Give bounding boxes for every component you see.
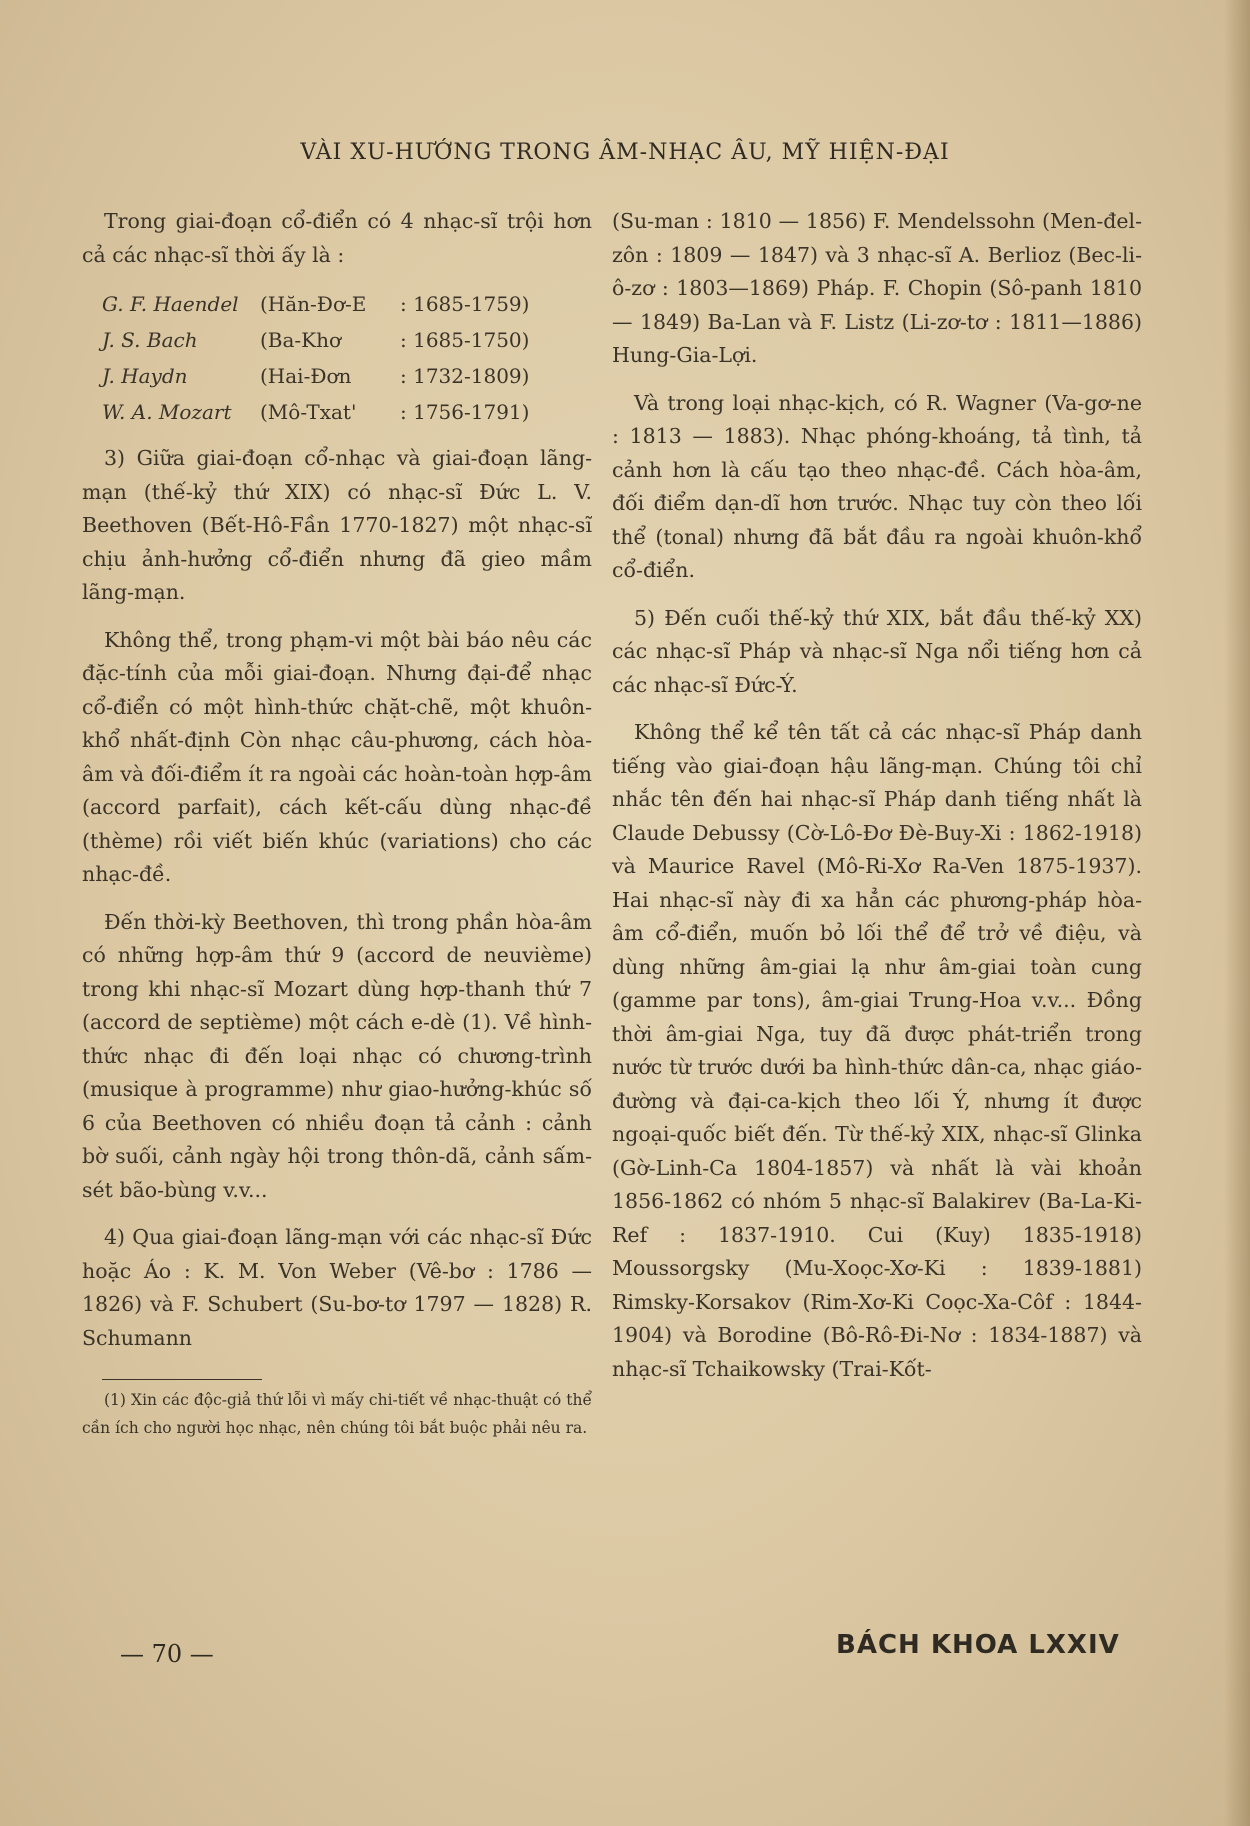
continuation-paragraph: (Su-man : 1810 — 1856) F. Mendelssohn (Men-đel-zôn : 1809 — 1847) và 3 nhạc-sĩ A. Berlioz (Bec-li-ô-zơ : 1803—1869) Pháp. F. Chopin (Sô-panh 1810 — 1849) Ba-Lan và F. Listz (Li-zơ-tơ : 1811—1886) Hung-Gia-Lợi. [612,209,1142,367]
footnote: (1) Xin các độc-giả thứ lỗi vì mấy chi-tiết về nhạc-thuật có thể cần ích cho người học nhạc, nên chúng tôi bắt buộc phải nêu ra. [82,1391,592,1437]
composer-name: J. Haydn [102,364,188,388]
characteristics-paragraph: Không thể, trong phạm-vi một bài báo nêu các đặc-tính của mỗi giai-đoạn. Nhưng đại-để nhạc cổ-điển có một hình-thức chặt-chẽ, một khuôn-khổ nhất-định Còn nhạc câu-phương, cách hòa-âm và đối-điểm ít ra ngoài các hoàn-toàn hợp-âm (accord parfait), cách kết-cấu dùng nhạc-đề (thème) rồi viết biến khúc (variations) cho các nhạc-đề. [82,627,592,886]
left-column [82,205,592,1456]
beethoven-era-paragraph: Đến thời-kỳ Beethoven, thì trong phần hòa-âm có những hợp-âm thứ 9 (accord de neuvième) trong khi nhạc-sĩ Mozart dùng hợp-thanh thứ 7 (accord de septième) một cách e-dè (1). Về hình-thức nhạc đi đến loại nhạc có chương-trình (musique à programme) như giao-hưởng-khúc số 6 của Beethoven có nhiều đoạn tả cảnh : cảnh bờ suối, cảnh ngày hội trong thôn-dã, cảnh sấm-sét bão-bùng v.v... [82,909,592,1202]
composer-row [102,358,592,394]
footnote-divider [102,1379,262,1380]
composer-years: : 1732-1809) [400,364,530,388]
composer-viet-name: (Hăn-Đơ-E [260,292,367,316]
section-5-paragraph: 5) Đến cuối thế-kỷ thứ XIX, bắt đầu thế-kỷ XX) các nhạc-sĩ Pháp và nhạc-sĩ Nga nổi tiếng hơn cả các nhạc-sĩ Đức-Ý. [612,605,1142,697]
composer-name: G. F. Haendel [102,292,239,316]
composer-years: : 1685-1759) [400,292,530,316]
section-4-paragraph: 4) Qua giai-đoạn lãng-mạn với các nhạc-sĩ Đức hoặc Áo : K. M. Von Weber (Vê-bơ : 1786 — 1826) và F. Schubert (Su-bơ-tơ 1797 — 1828) R. Schumann [82,1225,592,1350]
right-column [612,205,1142,1400]
composer-row [102,394,592,430]
running-header: VÀI XU-HƯỚNG TRONG ÂM-NHẠC ÂU, MỸ HIỆN-ĐẠI [300,140,950,165]
composer-viet-name: (Ba-Khơ [260,328,342,352]
section-3-paragraph: 3) Giữa giai-đoạn cổ-nhạc và giai-đoạn lãng-mạn (thế-kỷ thứ XIX) có nhạc-sĩ Đức L. V. Beethoven (Bết-Hô-Fần 1770-1827) một nhạc-sĩ chịu ảnh-hưởng cổ-điển nhưng đã gieo mầm lãng-mạn. [82,446,592,604]
page-edge-shadow [1224,0,1250,1826]
composer-viet-name: (Hai-Đơn [260,364,352,388]
composer-row [102,322,592,358]
page-number: — 70 — [120,1640,214,1668]
french-russian-paragraph: Không thể kể tên tất cả các nhạc-sĩ Pháp danh tiếng vào giai-đoạn hậu lãng-mạn. Chúng tôi chỉ nhắc tên đến hai nhạc-sĩ Pháp danh tiếng nhất là Claude Debussy (Cờ-Lô-Đơ Đè-Buy-Xi : 1862-1918) và Maurice Ravel (Mô-Ri-Xơ Ra-Ven 1875-1937). Hai nhạc-sĩ này đi xa hẳn các phương-pháp hòa-âm cổ-điển, muốn bỏ lối thể để trở về điệu, và dùng những âm-giai lạ như âm-giai toàn cung (gamme par tons), âm-giai Trung-Hoa v.v... Đồng thời âm-giai Nga, tuy đã được phát-triển trong nước từ trước dưới ba hình-thức dân-ca, nhạc giáo-đường và đại-ca-kịch theo lối Ý, nhưng ít được ngoại-quốc biết đến. Từ thế-kỷ XIX, nhạc-sĩ Glinka (Gờ-Linh-Ca 1804-1857) và nhất là vài khoản 1856-1862 có nhóm 5 nhạc-sĩ Balakirev (Ba-La-Ki-Ref : 1837-1910. Cui (Kuy) 1835-1918) Moussorgsky (Mu-Xoọc-Xơ-Ki : 1839-1881) Rimsky-Korsakov (Rim-Xơ-Ki Coọc-Xa-Côf : 1844-1904) và Borodine (Bô-Rô-Đi-Nơ : 1834-1887) và nhạc-sĩ Tchaikowsky (Trai-Kốt- [612,720,1142,1381]
journal-footer: BÁCH KHOA LXXIV [836,1630,1120,1660]
composer-table [102,286,592,430]
composer-years: : 1685-1750) [400,328,530,352]
wagner-paragraph: Và trong loại nhạc-kịch, có R. Wagner (Va-gơ-ne : 1813 — 1883). Nhạc phóng-khoáng, tả tình, tả cảnh hơn là cấu tạo theo nhạc-đề. Cách hòa-âm, đối điểm dạn-dĩ hơn trước. Nhạc tuy còn theo lối thể (tonal) nhưng đã bắt đầu ra ngoài khuôn-khổ cổ-điển. [612,390,1142,582]
composer-row [102,286,592,322]
composer-name: W. A. Mozart [102,400,232,424]
intro-paragraph: Trong giai-đoạn cổ-điển có 4 nhạc-sĩ trội hơn cả các nhạc-sĩ thời ấy là : [82,209,592,267]
composer-name: J. S. Bach [102,328,198,352]
composer-viet-name: (Mô-Txat' [260,400,357,424]
composer-years: : 1756-1791) [400,400,530,424]
